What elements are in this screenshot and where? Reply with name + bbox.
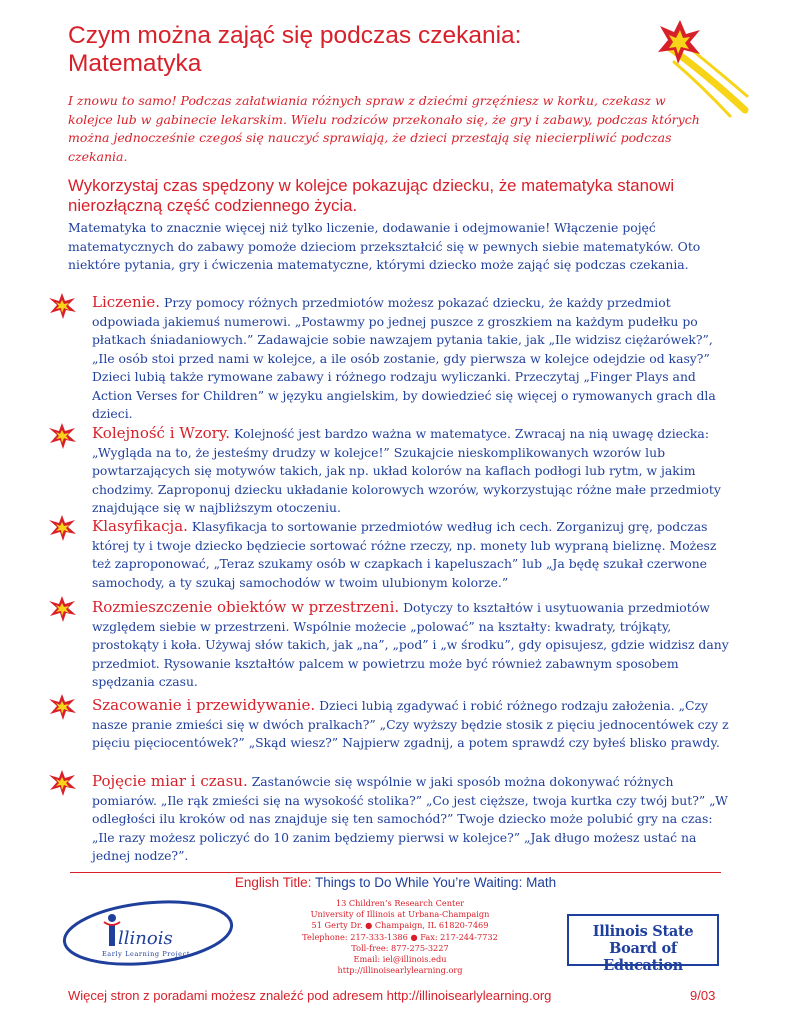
contact-block	[270, 898, 530, 976]
english-title-label: English Title:	[234, 875, 312, 890]
list-item	[92, 517, 732, 592]
logo-tagline: Early Learning Project	[101, 950, 191, 958]
title-line-2: Matematyka	[68, 50, 202, 77]
contact-line: University of Illinois at Urbana-Champaign	[310, 909, 490, 920]
item-body: Dotyczy to kształtów i usytuowania przedmiotów względem siebie w przestrzeni. Wspólnie możecie „polować” na kształty: kwadraty, trójkąty, prostokąty i koła. Używaj słów takich, jak „na”, „pod” i „w środku”, gdy opisujesz, gdzie widzisz dany przedmiot. Rysowanie kształtów palcem w powietrzu może być również zabawnym sposobem spędzania czasu.	[92, 600, 729, 689]
publication-date: 9/03	[690, 988, 716, 1003]
item-heading: Klasyfikacja.	[92, 517, 188, 535]
item-body: Przy pomocy różnych przedmiotów możesz pokazać dziecku, że każdy przedmiot odpowiada jakiemuś numerowi. „Postawmy po jednej puszce z groszkiem na każdym pudełku po płatkach śniadaniowych.” Zadawajcie sobie nawzajem pytania takie, jak „Ile widzisz ciężarówek?”, „Ile osób stoi przed nami w kolejce, a ile osób zostanie, gdy pierwsza w kolejce odejdzie od kasy?” Dzieci lubią także rymowane zabawy i różnego rodzaju wyliczanki. Przeczytaj „Finger Plays and Action Verses for Children” w języku angielskim, by dowiedzieć się więcej o rymowanych grach dla dzieci.	[92, 295, 716, 421]
english-title-line	[0, 875, 791, 890]
english-title-text: Things to Do While You’re Waiting: Math	[314, 875, 557, 890]
item-heading: Pojęcie miar i czasu.	[92, 772, 248, 790]
star-bullet-icon	[48, 514, 78, 542]
lead-paragraph: Matematyka to znacznie więcej niż tylko liczenie, dodawanie i odejmowanie! Włączenie pojęć matematycznych do zabawy pomoże dzieciom przekształcić się w pewnych siebie matematyków. Oto niektóre pytania, gry i ćwiczenia matematyczne, którymi dziecko może zająć się podczas czekania.	[68, 220, 701, 272]
item-body: Dzieci lubią zgadywać i robić różnego rodzaju założenia. „Czy nasze pranie zmieści się w dwóch pralkach?” „Czy wyższy będzie stosik z pięciu jednocentówek czy z pięciu pięciocentówek?” „Skąd wiesz?” Najpierw zgadnij, a potem sprawdź czy byłeś blisko prawdy.	[92, 698, 729, 750]
page-title	[68, 22, 688, 78]
item-body: Kolejność jest bardzo ważna w matematyce. Zwracaj na nią uwagę dziecka: „Wygląda na to, że jesteśmy drudzy w kolejce!” Szukajcie nieskomplikowanych wzorów lub powtarzających się motywów takich, jak np. układ kolorów na kaflach podłogi lub rytm, w jakim chodzimy. Zaproponuj dziecku układanie kolorowych wzorów, wykorzystując różne małe przedmioty znajdujące się w najbliższym otoczeniu.	[92, 426, 721, 515]
intro-paragraph: I znowu to samo! Podczas załatwiania różnych spraw z dziećmi grzęźniesz w korku, czekasz w kolejce lub w gabinecie lekarskim. Wielu rodziców przekonało się, że gry i zabawy, podczas których można jednocześnie czegoś się nauczyć sprawiają, że dzieci przestają się niecierpliwić podczas czekania.	[68, 93, 700, 164]
star-bullet-icon	[48, 595, 78, 623]
isbe-line-2: Board of Education	[603, 940, 683, 974]
item-body: Klasyfikacja to sortowanie przedmiotów według ich cech. Zorganizuj grę, podczas której ty i twoje dziecko będziecie sortować różne rzeczy, np. monety lub wypraną bieliznę. Możesz też zaproponować, „Teraz szukamy osób w czapkach i kapeluszach” lub „Ja będę szukał czerwone samochody, a ty szukaj samochodów w twoim ulubionym kolorze.”	[92, 519, 717, 590]
contact-line: 51 Gerty Dr. ● Champaign, IL 61820-7469	[311, 920, 489, 931]
contact-line: 13 Children’s Research Center	[335, 898, 465, 908]
subheading: Wykorzystaj czas spędzony w kolejce pokazując dziecku, że matematyka stanowi nierozłączną część codziennego życia.	[68, 176, 675, 215]
list-item	[92, 772, 732, 866]
contact-website-link[interactable]: http://illinoisearlylearning.org	[337, 965, 463, 976]
list-item	[92, 293, 732, 424]
star-bullet-icon	[48, 292, 78, 320]
illinois-early-learning-logo	[60, 898, 236, 968]
more-pages-note: Więcej stron z poradami możesz znaleźć pod adresem http://illinoisearlylearning.org	[68, 988, 552, 1003]
item-body: Zastanówcie się wspólnie w jaki sposób można dokonywać różnych pomiarów. „Ile rąk zmieści się na wysokość stolika?” „Co jest cięższe, twoja kurtka czy twój but?” „W odległości ilu kroków od nas znajduje się ten samochód?” Twoje dziecko może polubić gry na czas: „Ile razy możesz policzyć do 10 zanim będziemy pierwsi w kolejce?” „Jak długo możesz ustać na jednej nodze?”.	[92, 774, 728, 863]
star-bullet-icon	[48, 422, 78, 450]
star-bullet-icon	[48, 769, 78, 797]
contact-line: Toll-free: 877-275-3227	[351, 942, 449, 953]
item-heading: Szacowanie i przewidywanie.	[92, 696, 316, 714]
isbe-logo	[567, 914, 719, 974]
item-heading: Kolejność i Wzory.	[92, 424, 231, 442]
title-line-1: Czym można zająć się podczas czekania:	[68, 22, 522, 49]
list-item	[92, 598, 732, 692]
item-heading: Liczenie.	[92, 293, 161, 311]
item-heading: Rozmieszczenie obiektów w przestrzeni.	[92, 598, 400, 616]
star-bullet-icon	[48, 693, 78, 721]
contact-email[interactable]: Email: iel@illinois.edu	[353, 954, 447, 965]
list-item	[92, 696, 732, 753]
isbe-line-1: Illinois State	[592, 923, 694, 940]
logo-wordmark: llinois	[118, 928, 173, 949]
footer-divider	[70, 872, 721, 873]
contact-line: Telephone: 217-333-1386 ● Fax: 217-244-7732	[302, 931, 498, 942]
list-item	[92, 424, 732, 518]
